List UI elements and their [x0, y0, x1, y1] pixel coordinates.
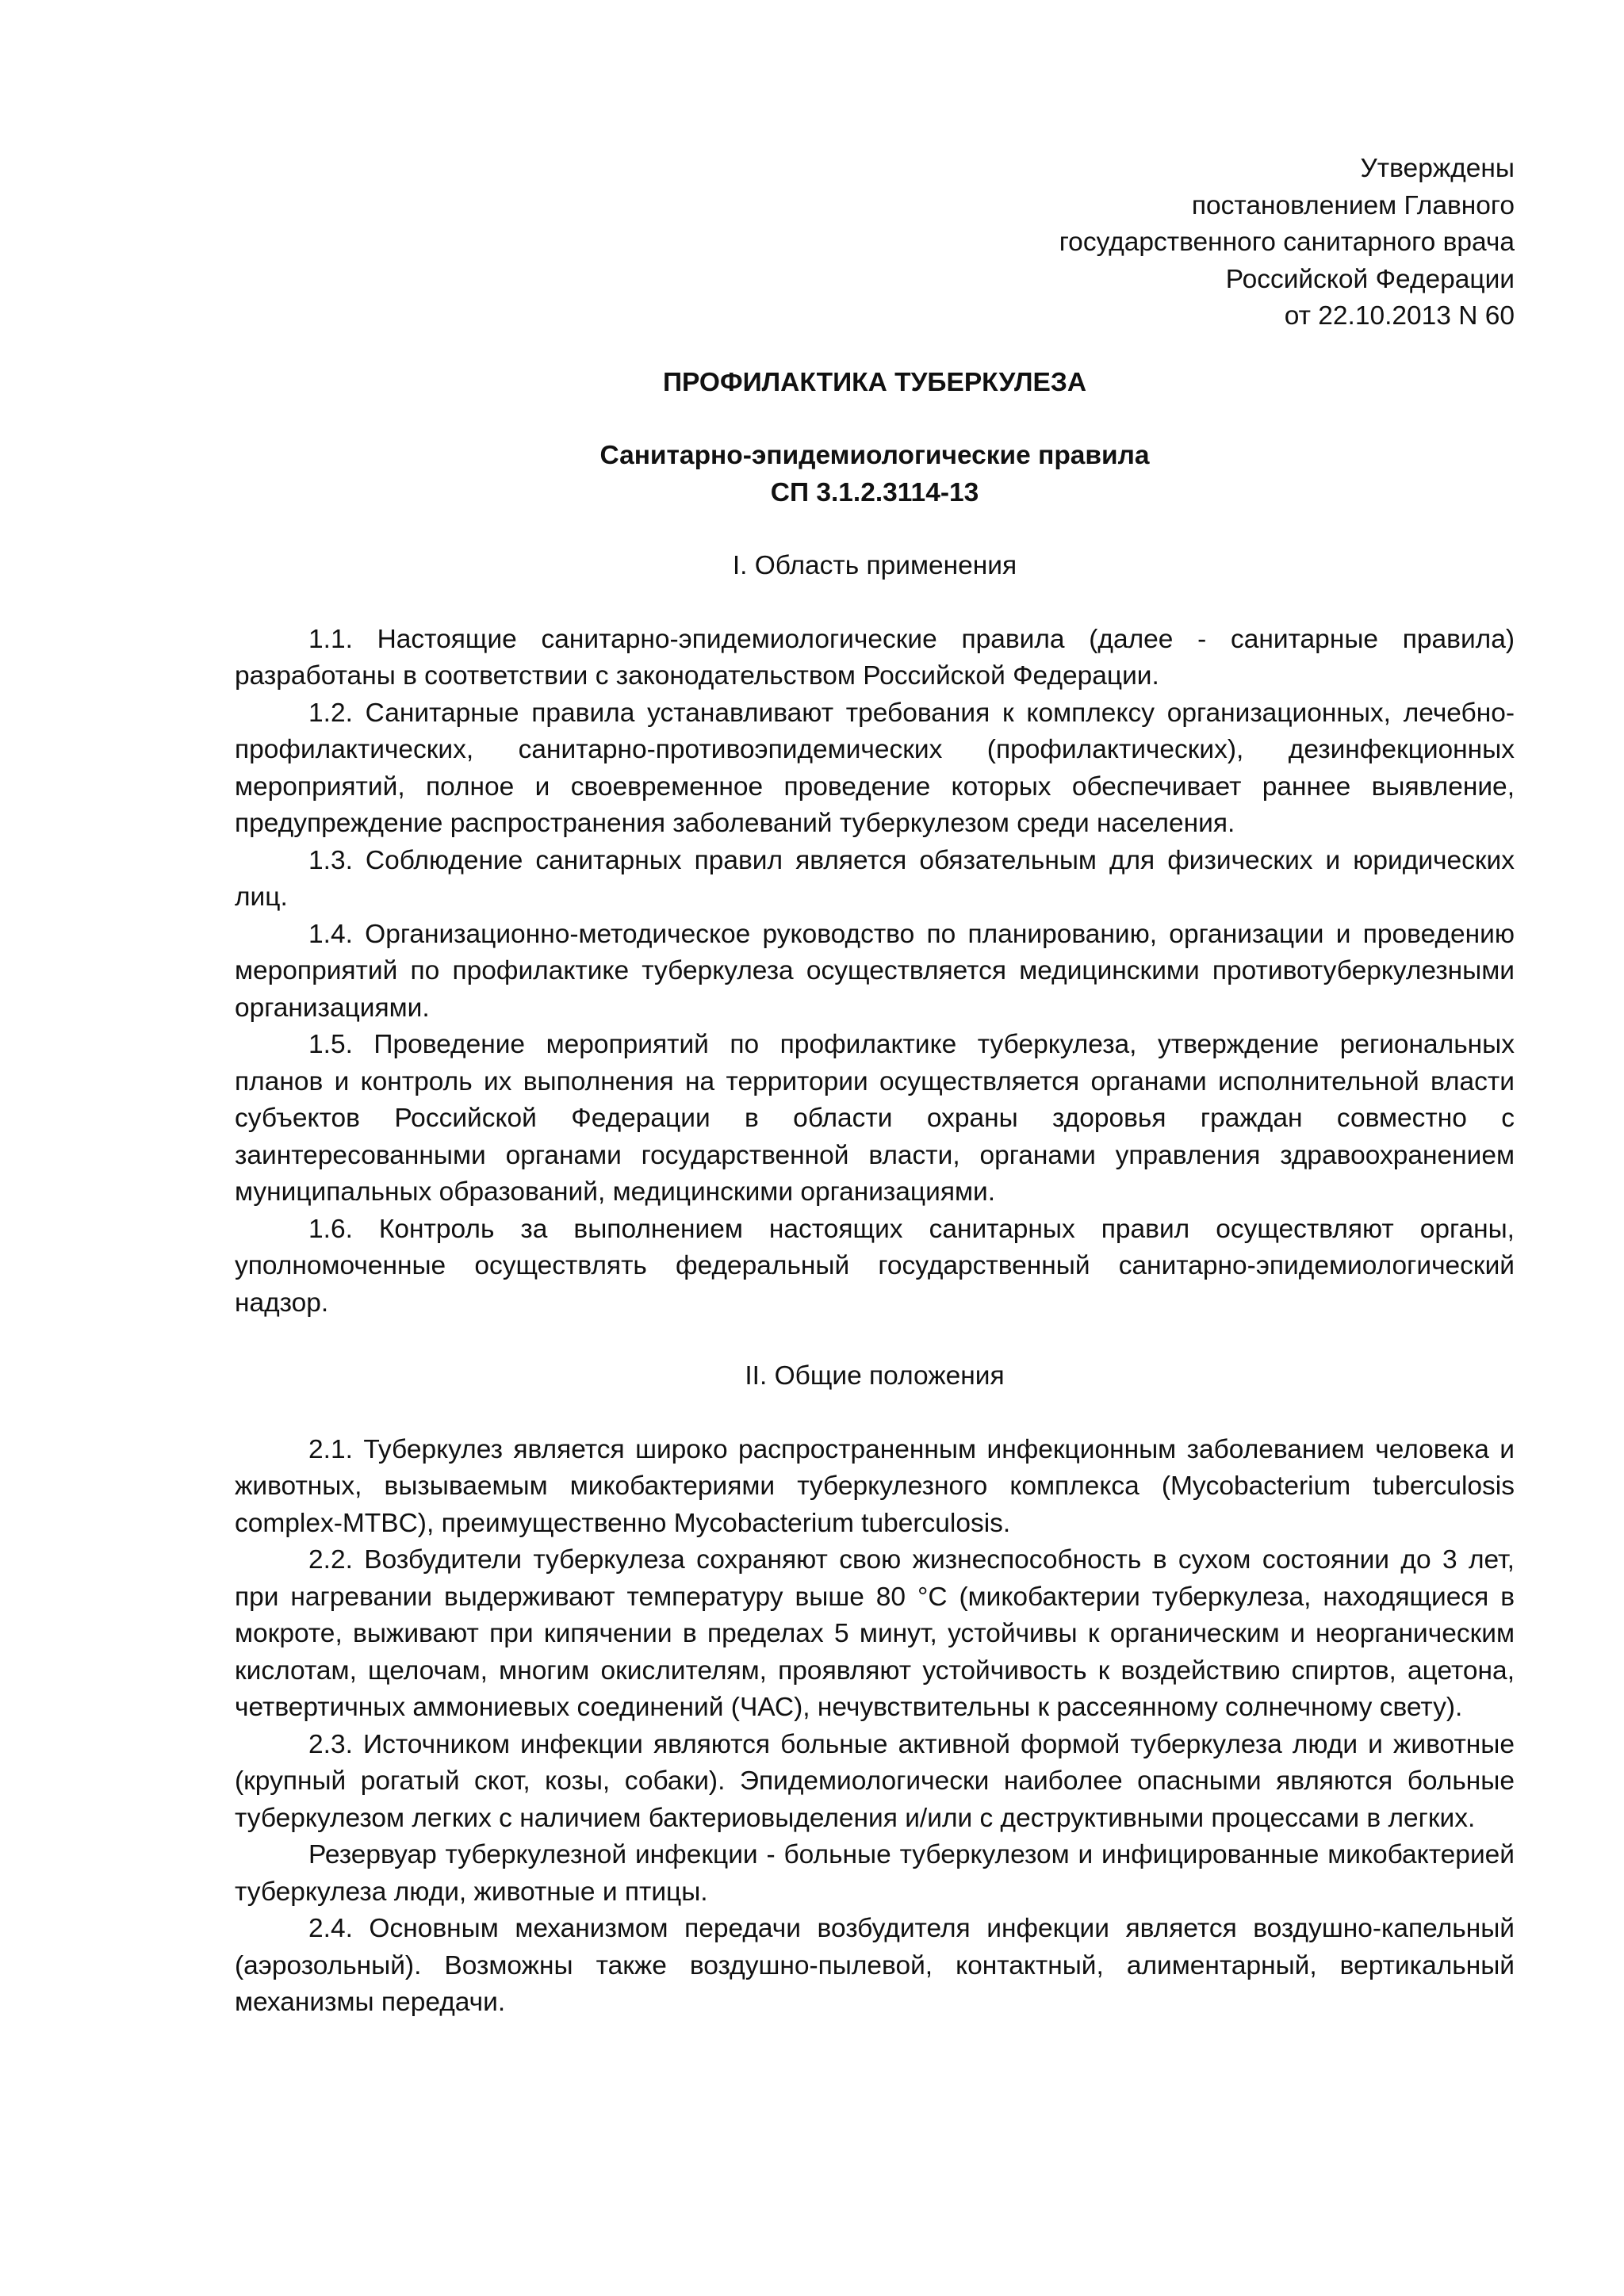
approval-line: Утверждены	[1360, 154, 1515, 183]
approval-line: государственного санитарного врача	[1059, 228, 1515, 257]
paragraph-1-4: 1.4. Организационно-методическое руководство по планированию, организации и проведению мероприятий по профилактике туберкулеза осуществляется медицинскими противотуберкулезными организациями.	[235, 919, 1515, 1023]
paragraph-2-1: 2.1. Туберкулез является широко распространенным инфекционным заболеванием человека и животных, вызываемым микобактериями туберкулезного комплекса (Mycobacterium tuberculosis complex-MTBC), преимущественно Mycobacterium tuberculosis.	[235, 1434, 1515, 1538]
paragraph-1-1: 1.1. Настоящие санитарно-эпидемиологические правила (далее - санитарные правила) разработаны в соответствии с законодательством Российской Федерации.	[235, 624, 1515, 691]
section-scope-body	[235, 622, 1515, 1322]
section-heading-general: II. Общие положения	[745, 1361, 1005, 1391]
approval-line: постановлением Главного	[1191, 190, 1515, 220]
section-general-body	[235, 1432, 1515, 2022]
document-subtitle	[235, 438, 1515, 511]
subtitle-line: Санитарно-эпидемиологические правила	[599, 441, 1150, 470]
paragraph-1-5: 1.5. Проведение мероприятий по профилактике туберкулеза, утверждение региональных планов и контроль их выполнения на территории осуществляется органами исполнительной власти субъектов Российской Федерации в области охраны здоровья граждан совместно с заинтересованными органами государственной власти, органами управления здравоохранением муниципальных образований, медицинскими организациями.	[235, 1030, 1515, 1207]
approval-block	[235, 151, 1515, 335]
paragraph-reservoir: Резервуар туберкулезной инфекции - больные туберкулезом и инфицированные микобактерией туберкулеза люди, животные и птицы.	[235, 1840, 1515, 1907]
document-code: СП 3.1.2.3114-13	[770, 477, 979, 507]
paragraph-2-3: 2.3. Источником инфекции являются больные активной формой туберкулеза люди и животные (крупный рогатый скот, козы, собаки). Эпидемиологически наиболее опасными являются больные туберкулезом легких с наличием бактериовыделения и/или с деструктивными процессами в легких.	[235, 1729, 1515, 1833]
paragraph-1-2: 1.2. Санитарные правила устанавливают требования к комплексу организационных, лечебно-профилактических, санитарно-противоэпидемических (профилактических), дезинфекционных мероприятий, полное и своевременное проведение которых обеспечивает раннее выявление, предупреждение распространения заболеваний туберкулезом среди населения.	[235, 698, 1515, 838]
document-title: ПРОФИЛАКТИКА ТУБЕРКУЛЕЗА	[662, 367, 1087, 397]
paragraph-1-6: 1.6. Контроль за выполнением настоящих санитарных правил осуществляют органы, уполномоченные осуществлять федеральный государственный санитарно-эпидемиологический надзор.	[235, 1214, 1515, 1318]
approval-line: Российской Федерации	[1225, 264, 1515, 294]
approval-line: от 22.10.2013 N 60	[1284, 301, 1515, 331]
paragraph-2-2: 2.2. Возбудители туберкулеза сохраняют свою жизнеспособность в сухом состоянии до 3 лет, при нагревании выдерживают температуру выше 80 °С (микобактерии туберкулеза, находящиеся в мокроте, выживают при кипячении в пределах 5 минут, устойчивы к органическим и неорганическим кислотам, щелочам, многим окислителям, проявляют устойчивость к воздействию спиртов, ацетона, четвертичных аммониевых соединений (ЧАС), нечувствительны к рассеянному солнечному свету).	[235, 1545, 1515, 1722]
paragraph-2-4: 2.4. Основным механизмом передачи возбудителя инфекции является воздушно-капельный (аэрозольный). Возможны также воздушно-пылевой, контактный, алиментарный, вертикальный механизмы передачи.	[235, 1914, 1515, 2017]
paragraph-1-3: 1.3. Соблюдение санитарных правил является обязательным для физических и юридических лиц.	[235, 845, 1515, 912]
document-page	[235, 151, 1515, 2022]
section-heading-scope: I. Область применения	[732, 551, 1017, 580]
